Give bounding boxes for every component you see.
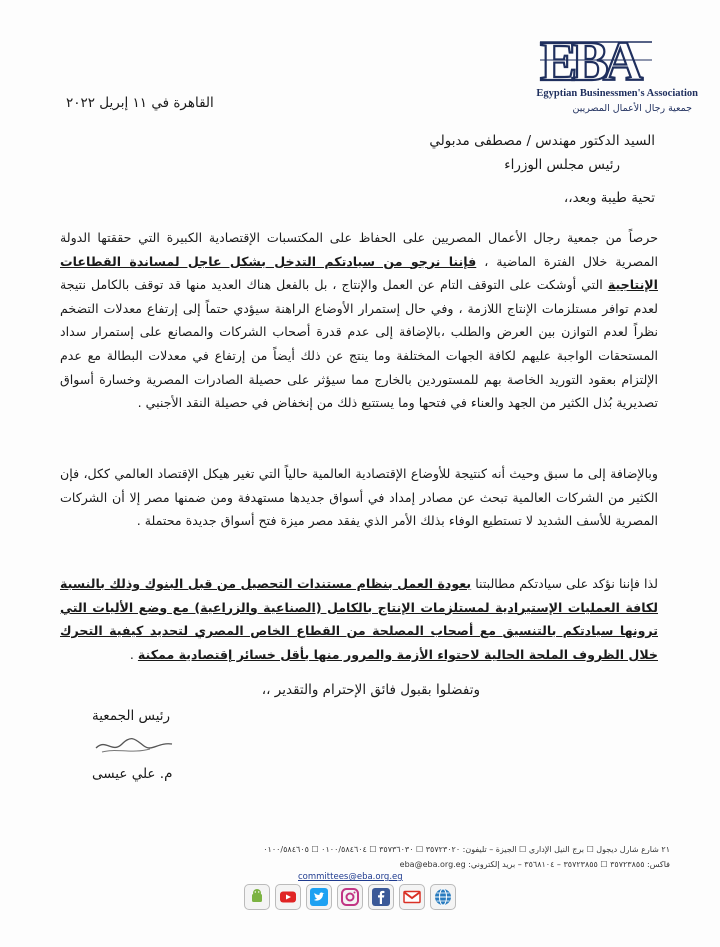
signature-image (92, 728, 176, 762)
paragraph-3-intro: لذا فإننا نؤكد على سيادتكم مطالبتنا (471, 576, 658, 591)
instagram-icon[interactable] (337, 884, 363, 910)
svg-text:EBA: EBA (540, 31, 638, 88)
gmail-icon[interactable] (399, 884, 425, 910)
letter-date: القاهرة في ١١ إبريل ٢٠٢٢ (66, 95, 214, 111)
youtube-icon[interactable] (275, 884, 301, 910)
paragraph-3 (60, 572, 658, 666)
paragraph-3-end: . (129, 646, 138, 662)
globe-icon[interactable] (430, 884, 456, 910)
paragraph-1 (60, 226, 658, 415)
footer-fax-email: فاكس: ٣٥٧٢٣٨٥٥ ☐ ٣٥٧٢٣٨٥٥ – ٣٥٦٨١٠٤ – بريد إلكتروني: eba@eba.org.eg (399, 860, 670, 869)
paragraph-1-body: التي أوشكت على التوقف التام عن العمل والإنتاج ، بل بالفعل هناك العديد منها قد توقف بالكامل نتيجة لعدم توافر مستلزمات الإنتاج اللازمة ، وفي حال إستمرار الأوضاع الراهنة سيؤدي حتماً إلى إرتفاع معدلات التضخم نظراً لعدم التوازن بين العرض والطلب ،بالإضافة إلى عدم قدرة أصحاب الشركات والمصانع على إستمرار سداد المستحقات الواجبة عليهم لكافة الجهات المختلفة وما ينتج عن ذلك أيضاً من إرتفاع في معدلات البطالة مع عدم الإلتزام بعقود التوريد الخاصة بهم للمستوردين بالخارج مما سيؤثر على حصيلة الصادرات المصرية وخسارة أسواق تصديرية بُذل الكثير من الجهد والعناء في فتحها وما يستتبع ذلك من إنخفاض في حصيلة النقد الأجنبي . (60, 277, 658, 411)
greeting: تحية طيبة وبعد،، (563, 190, 655, 206)
eba-logo (506, 30, 706, 120)
logo-name-english: Egyptian Businessmen's Association (536, 88, 698, 99)
paragraph-3-demand: بعودة العمل بنظام مستندات التحصيل من قبل البنوك وذلك بالنسبة لكافة العمليات الإستيرادية لمستلزمات الإنتاج بالكامل (الصناعية والزراعية) مع وضع الأليات التي ترونها سيادتكم بالتنسيق مع أصحاب المصلحة من القطاع الخاص المصري لتحديد كيفية التحرك خلال الظروف الملحة الحالية لاحتواء الأزمة والمرور منها بأقل خسائر إقتصادية ممكنة (60, 576, 658, 662)
paragraph-1-intro: حرصاً من جمعية رجال الأعمال المصريين على الحفاظ على المكتسبات الإقتصادية الكبيرة التي حققتها الدولة المصرية خلال الفترة الماضية ، (60, 230, 658, 269)
android-icon[interactable] (244, 884, 270, 910)
logo-name-arabic: جمعية رجال الأعمال المصريين (572, 103, 692, 114)
addressee-title: رئيس مجلس الوزراء (504, 157, 620, 173)
addressee-name: السيد الدكتور مهندس / مصطفى مدبولي (429, 133, 655, 149)
eba-logo-mark (536, 30, 656, 88)
facebook-icon[interactable] (368, 884, 394, 910)
paragraph-2: وبالإضافة إلى ما سبق وحيث أنه كنتيجة للأوضاع الإقتصادية العالمية حالياً التي تغير هيكل الإقتصاد العالمي ككل، فإن الكثير من الشركات العالمية تبحث عن مصادر إمداد في أسواق جديدها مستهدفة ومن ضمنها مصر إلا أن الشركات المصرية للأسف الشديد لا تستطيع الوفاء بذلك الأمر الذي يفقد مصر ميزة فتح أسواق جديدة محتملة . (60, 466, 658, 529)
paragraph-1-request: فإننا نرجو من سيادتكم التدخل بشكل عاجل لمساندة القطاعات الإنتاجية (60, 253, 658, 293)
closing-line: وتفضلوا بقبول فائق الإحترام والتقدير ،، (261, 682, 480, 698)
social-icons (244, 884, 484, 912)
twitter-icon[interactable] (306, 884, 332, 910)
footer-committees-email[interactable]: committees@eba.org.eg (298, 872, 403, 882)
signer-name: م. علي عيسى (92, 766, 173, 782)
footer-address: ٢١ شارع شارل ديجول ☐ برج النيل الإداري ☐ الجيزة – تليفون: ٣٥٧٢٣٠٢٠ ☐ ٣٥٧٣٦٠٣٠ ☐ ٠١٠٠/٥٨٤٦٠٤ ☐ ٠١٠٠/٥٨٤٦٠٥ (263, 845, 670, 854)
signer-title: رئيس الجمعية (92, 708, 171, 724)
